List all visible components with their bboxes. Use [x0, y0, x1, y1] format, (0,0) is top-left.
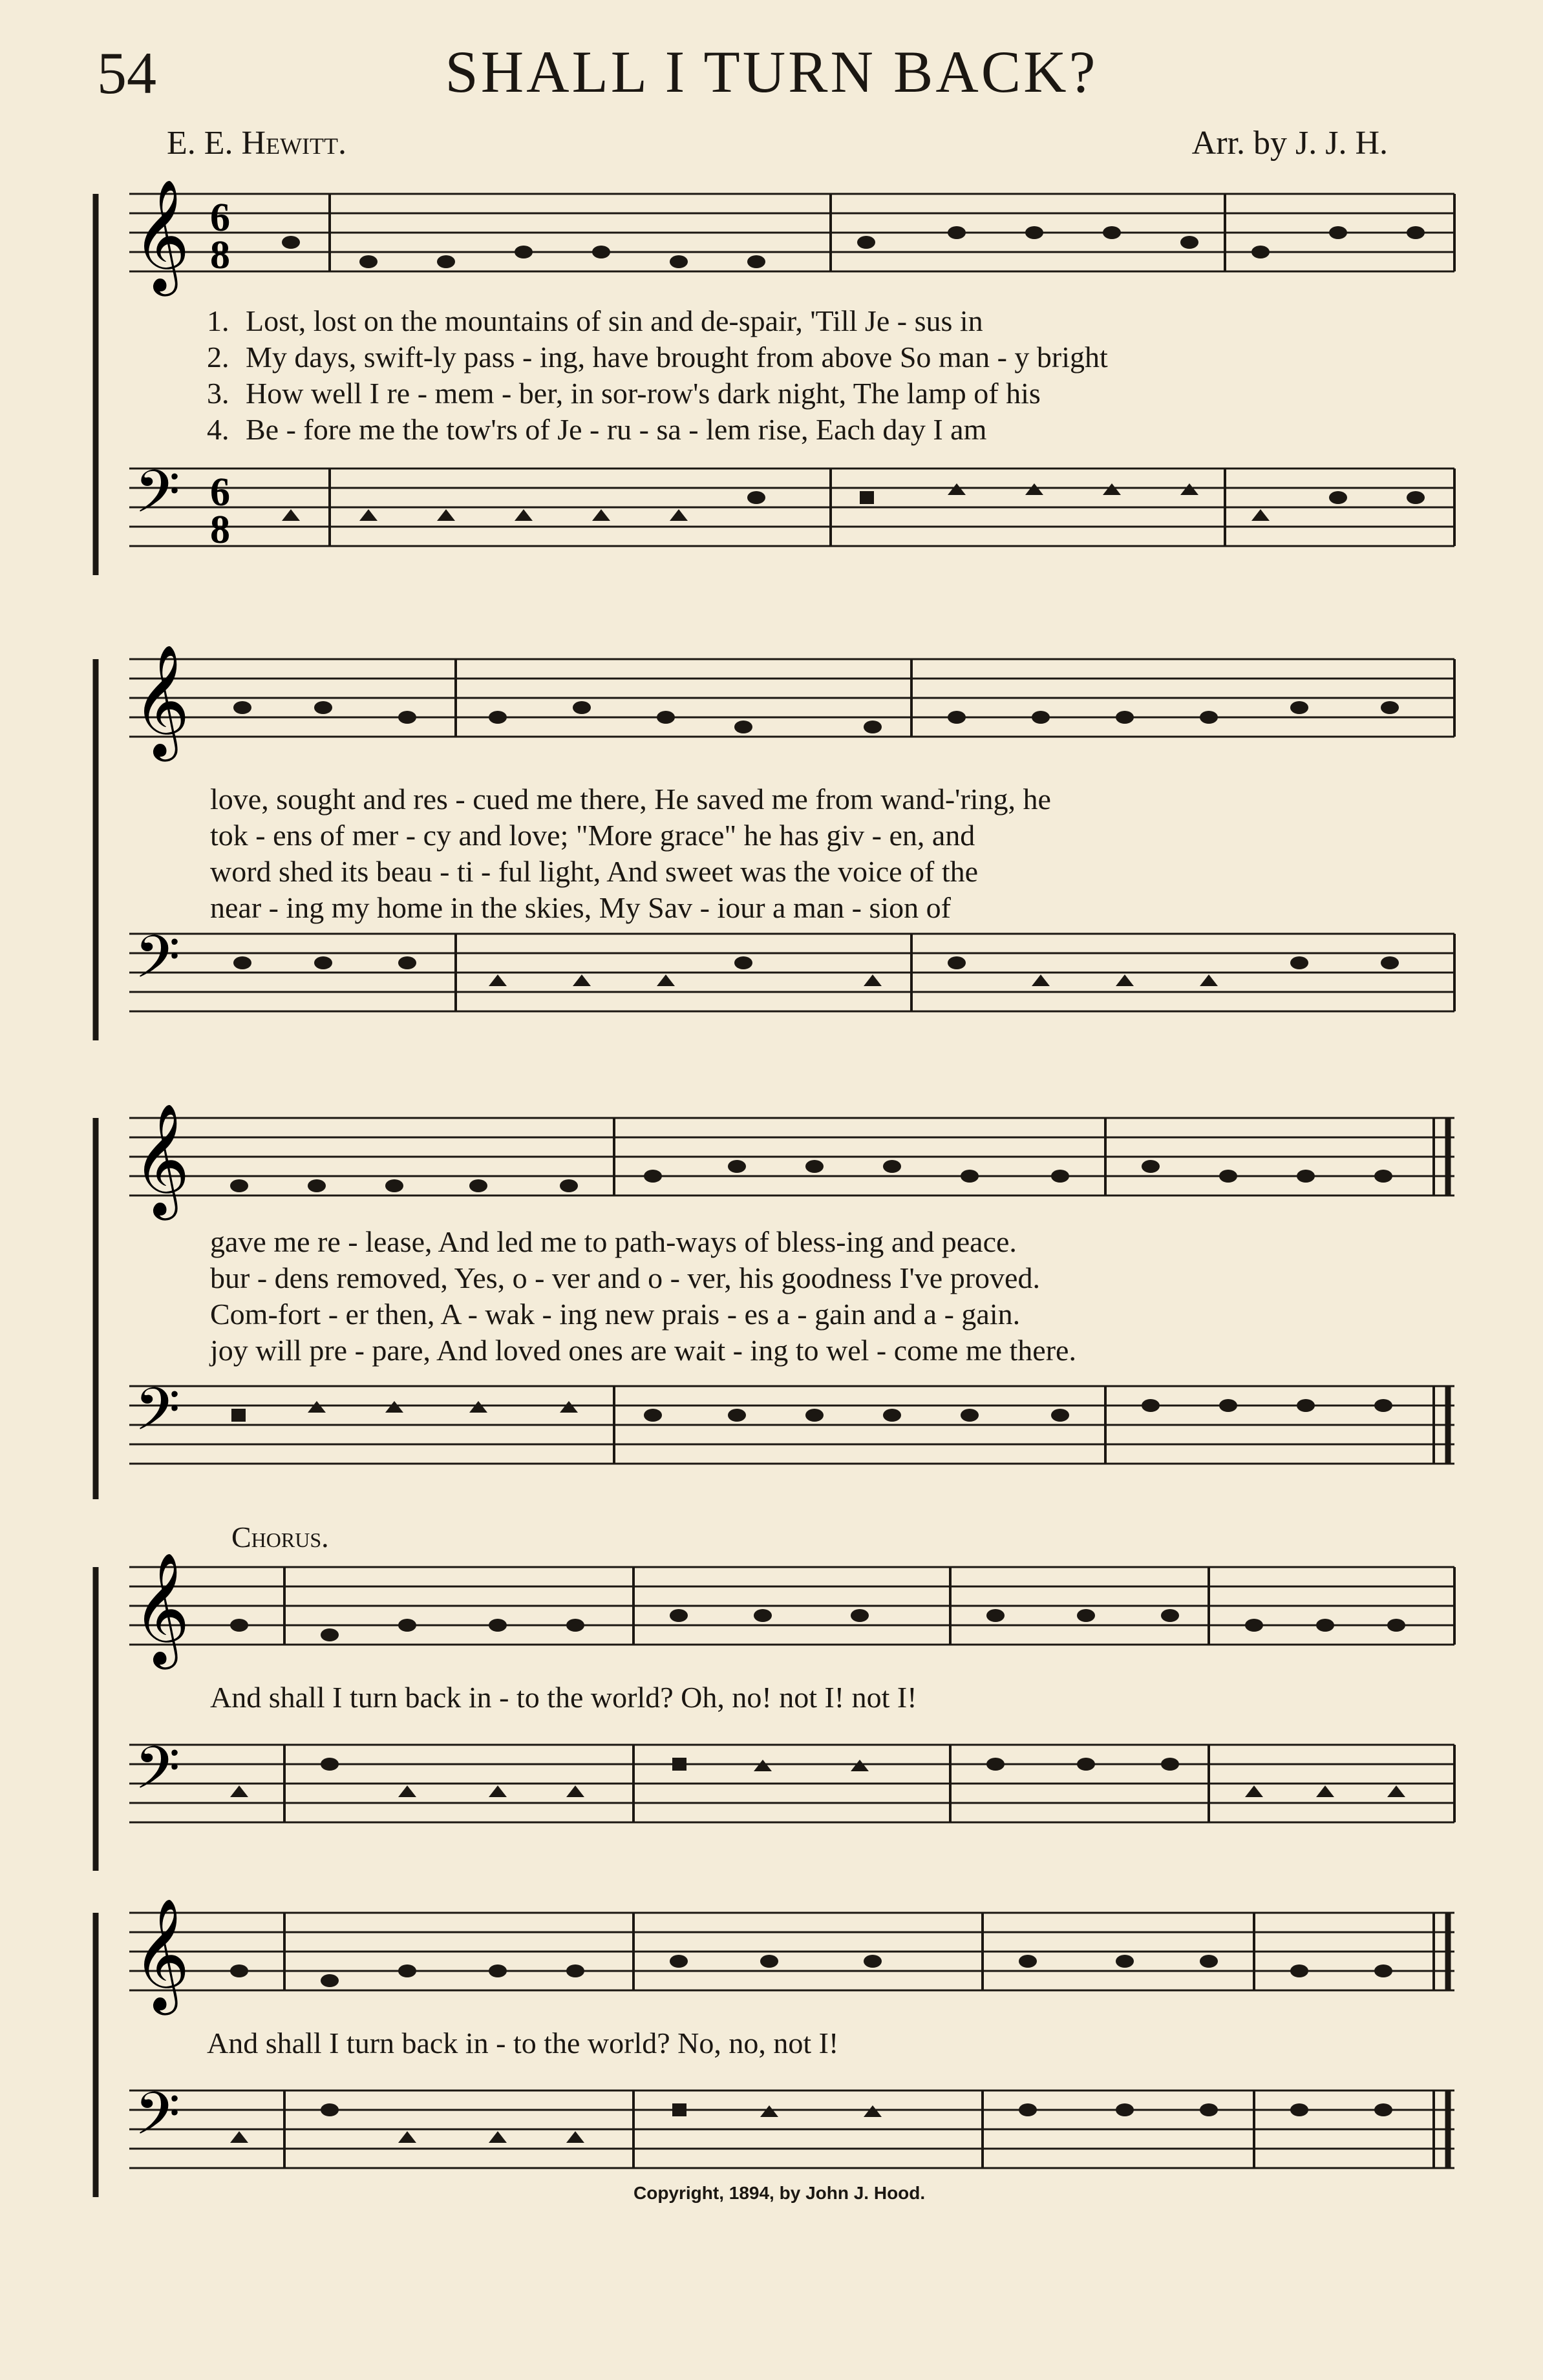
svg-text:𝄢: 𝄢: [134, 923, 180, 1006]
treble-staff: [97, 179, 1454, 313]
music-system-2: [97, 640, 1454, 1040]
lyric-line: gave me re - lease, And led me to path-ways of bless-ing and peace.: [210, 1225, 1017, 1258]
music-system-chorus-2: [97, 1897, 1454, 2207]
copyright-notice: Copyright, 1894, by John J. Hood.: [633, 2183, 926, 2203]
music-system-chorus-1: [97, 1551, 1454, 1887]
time-sig-bottom: 8: [210, 233, 230, 277]
chorus-lyric-line-2: And shall I turn back in - to the world? No, no, not I!: [207, 2027, 839, 2059]
treble-staff: [97, 1552, 1454, 1687]
lyric-line: near - ing my home in the skies, My Sav - iour a man - sion of: [210, 891, 951, 924]
lyric-line: love, sought and res - cued me there, He saved me from wand-'ring, he: [210, 783, 1051, 816]
page-number: 54: [97, 40, 156, 106]
chorus-lyric-line-1: And shall I turn back in - to the world? Oh, no! not I! not I!: [210, 1681, 917, 1714]
time-sig-top: 6: [210, 196, 230, 240]
time-sig-top-bass: 6: [210, 470, 230, 514]
bass-staff: [97, 459, 1454, 588]
treble-staff: [97, 1103, 1454, 1237]
svg-text:𝄞: 𝄞: [133, 1898, 190, 2010]
bass-staff: [97, 924, 1454, 1053]
treble-staff: [97, 644, 1454, 779]
arranger-credit: Arr. by J. J. H.: [1191, 125, 1388, 162]
lyric-line: Com-fort - er then, A - wak - ing new prais - es a - gain and a - gain.: [210, 1298, 1021, 1331]
lyric-line: tok - ens of mer - cy and love; "More grace" he has giv - en, and: [210, 819, 975, 852]
lyric-line: joy will pre - pare, And loved ones are wait - ing to wel - come me there.: [210, 1334, 1076, 1367]
music-system-3: [97, 1099, 1454, 1499]
chorus-label: Chorus.: [231, 1521, 329, 1553]
time-sig-bottom-bass: 8: [210, 508, 230, 552]
author-credit: E. E. Hewitt.: [167, 125, 347, 162]
svg-text:𝄞: 𝄞: [133, 1552, 190, 1665]
svg-text:𝄢: 𝄢: [134, 458, 180, 540]
treble-staff: [97, 1898, 1454, 2032]
bass-staff: [97, 1376, 1454, 1506]
svg-text:𝄢: 𝄢: [134, 1375, 180, 1458]
music-system-1: 𝄞 6 8 1. Lost, lost on the mountains of sin and de-spair, 'Till Je - sus in 2. My days, swift-ly pass - ing, have brought from above So man - y bright 3. How well I re - mem - ber, in sor-row's dark night, The lamp of his 4. Be - fore me the tow'rs of Je - ru - sa - lem rise, Each day I am 𝄢 6 8: [97, 174, 1454, 575]
bass-staff: [97, 1735, 1454, 1864]
svg-text:𝄞: 𝄞: [133, 179, 190, 291]
svg-text:𝄢: 𝄢: [134, 2080, 180, 2162]
svg-text:𝄞: 𝄞: [133, 644, 190, 757]
lyric-line: bur - dens removed, Yes, o - ver and o - ver, his goodness I've proved.: [210, 1261, 1040, 1294]
svg-text:𝄞: 𝄞: [133, 1103, 190, 1216]
lyric-line: word shed its beau - ti - ful light, And sweet was the voice of the: [210, 855, 979, 888]
hymn-title: SHALL I TURN BACK?: [445, 39, 1098, 105]
svg-text:𝄢: 𝄢: [134, 1734, 180, 1817]
